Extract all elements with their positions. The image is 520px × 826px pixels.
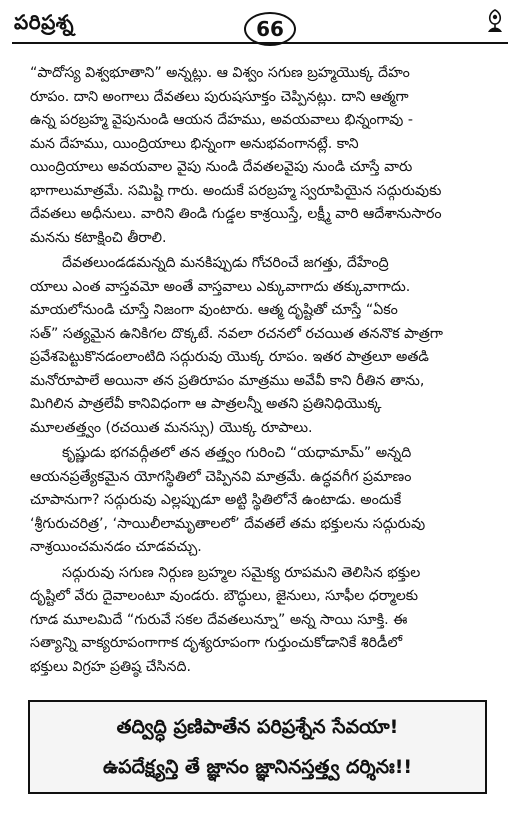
page-number: 66 — [244, 12, 296, 46]
text-line: సత్యాన్ని వాక్యరూపంగాగాక దృశ్యరూపంగా గుర్తుంచుకోడానికే శిరిడీలో — [30, 635, 403, 651]
text-line: ‘శ్రీగురుచరిత్ర’, ‘సాయిలీలామృతాలలో’ దేవతలే తమ భక్తులను సద్గురువు — [30, 515, 426, 532]
sloka-box — [28, 700, 487, 794]
text-line: గూడ మూలమిదే “గురువే సకల దేవతలున్నూ” అన్న సాయి సూక్తి. ఈ — [30, 611, 408, 628]
sloka-line-1: తద్విద్ధి ప్రణిపాతేన పరిప్రశ్నేన సేవయా! — [116, 716, 399, 738]
header-rule — [12, 42, 508, 44]
sloka-line-2: ఉపదేక్ష్యన్తి తే జ్ఞానం జ్ఞానినస్తత్త్వ దర్శినః!! — [102, 756, 413, 778]
text-line: యాలు ఎంత వాస్తవమో అంతే వాస్తవాలు ఎక్కువాగాదు తక్కువాగాదు. — [30, 278, 411, 295]
text-line: మన దేహము, యింద్రియాలు భిన్నంగా అనుభవంగానట్లే. కాని — [30, 135, 359, 152]
text-line: మనను కటాక్షించి తీరాలి. — [30, 229, 167, 246]
text-line: “పాదోస్య విశ్వభూతాని” అన్నట్లు. ఆ విశ్వం సగుణ బ్రహ్మయొక్క దేహం — [30, 65, 410, 81]
text-line: ఉన్న పరబ్రహ్మ వైపునుండి ఆయన దేహము, అవయవాలు భిన్నంగావు - — [30, 112, 413, 128]
text-line: మిగిలిన పాత్రలేవీ కానివిధంగా ఆ పాత్రలన్నీ అతని ప్రతినిధియొక్క — [30, 396, 382, 412]
body-text — [30, 62, 502, 681]
text-line: ప్రవేశపెట్టుకొనడంలాంటిది సద్గురువు యొక్క రూపం. ఇతర పాత్రలూ అతడి — [30, 349, 429, 365]
text-line: యింద్రియాలు అవయవాల వైపు నుండి దేవతలవైపు నుండి చూస్తే వారు — [30, 159, 413, 175]
text-line: మూలతత్త్వం (రచయిత మనస్సు) యొక్క రూపాలు. — [30, 419, 313, 436]
text-line: భాగాలుమాత్రమే. సమిష్టి గారు. అందుకే పరబ్రహ్మ స్వరూపియైన సద్గురువుకు — [30, 182, 442, 199]
text-line: కృష్ణుడు భగవద్గీతలో తన తత్త్వం గురించి “యధామామ్” అన్నది — [62, 445, 412, 461]
text-line: మనోరూపాలే అయినా తన ప్రతిరూపం మాత్రము అవేవీ కాని రీతిన తాను, — [30, 372, 425, 389]
text-line: సత్” సత్యమైన ఉనికిగల దొక్కటే. నవలా రచనలో రచయిత తననొక పాత్రగా — [30, 325, 443, 342]
paragraph — [30, 62, 502, 250]
text-line: రూపం. దాని అంగాలు దేవతలు పురుషసూక్తం చెప్పినట్లు. దాని ఆత్మగా — [30, 88, 409, 105]
running-title: పరిప్రశ్న — [14, 10, 75, 34]
text-line: దేవతలు అధీనులు. వారిని తిండి గుడ్డల కాశ్రయిస్తే, లక్ష్మీ వారి ఆదేశానుసారం — [30, 206, 442, 222]
text-line: చూపానుగా? సద్గురువు ఎల్లప్పుడూ అట్టి స్థితిలోనే ఉంటాడు. అందుకే — [30, 492, 402, 508]
text-line: నాశ్రయించమనడం చూడవచ్చు. — [30, 539, 202, 555]
paragraph — [30, 562, 502, 680]
text-line: భక్తులు విగ్రహ ప్రతిష్ఠ చేసినది. — [30, 658, 191, 675]
text-line: మాయలోనుండి చూస్తే నిజంగా వుంటారు. ఆత్మ దృష్టితో చూస్తే “ఏకం — [30, 302, 398, 318]
text-line: ఆయనప్రత్యేకమైన యోగస్థితిలో చెప్పినవి మాత్రమే. ఉద్ధవగీగ ప్రమాణం — [30, 468, 412, 485]
paragraph — [30, 252, 502, 440]
text-line: సద్గురువు సగుణ నిర్గుణ బ్రహ్మల సమైక్య రూపమని తెలిసిన భక్తుల — [62, 564, 421, 581]
corner-emblem-icon — [484, 8, 506, 34]
text-line: దేవతలుండడమన్నది మనకిప్పుడు గోచరించే జగత్తు, దేహేంద్రి — [62, 255, 389, 271]
paragraph — [30, 442, 502, 560]
text-line: దృష్టిలో వేరు దైవాలంటూ వుండరు. బౌద్ధులు, జైనులు, సూఫీల ధర్మాలకు — [30, 588, 419, 604]
